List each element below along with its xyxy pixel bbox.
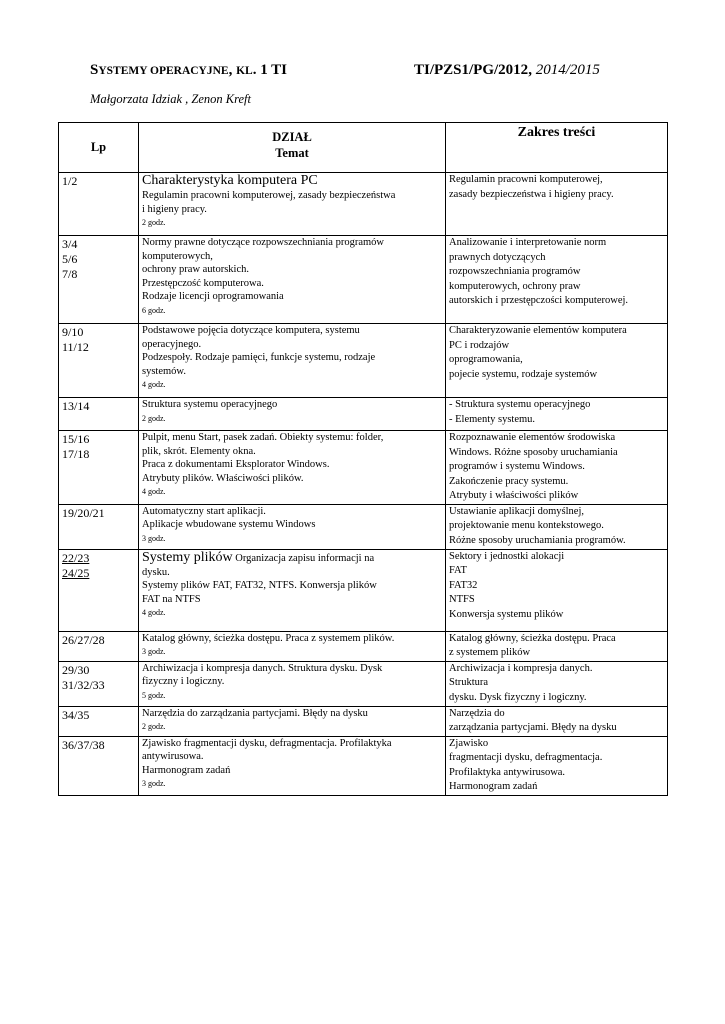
scope-line: Atrybuty i właściwości plików (449, 490, 579, 501)
topic-cell (139, 398, 446, 431)
header-dzial: DZIAŁ (272, 130, 312, 144)
topic-line: i higieny pracy. (142, 203, 207, 215)
scope-cell (446, 736, 668, 795)
scope-line: pojecie systemu, rodzaje systemów (449, 368, 598, 380)
lesson-number: 11/12 (62, 340, 89, 354)
section-title: Systemy plików (142, 549, 233, 565)
topic-line: Regulamin pracowni komputerowej, zasady bezpieczeństwa (142, 190, 396, 201)
scope-line: Windows. Różne sposoby uruchamiania (449, 446, 618, 458)
scope-cell (446, 173, 668, 236)
lesson-number: 3/4 (62, 237, 78, 251)
header-dzial-temat (139, 123, 446, 173)
topic-line: plik, skrót. Elementy okna. (142, 445, 256, 457)
course-title-comma: , (228, 62, 237, 78)
lesson-number-cell (59, 661, 139, 706)
topic-cell (139, 661, 446, 706)
lesson-number-cell (59, 236, 139, 324)
scope-line: z systemem plików (449, 647, 531, 658)
document-header (90, 62, 630, 82)
scope-line: NTFS (449, 594, 475, 605)
hours-label: 3 godz. (142, 533, 166, 543)
scope-line: rozpowszechniania programów (449, 266, 581, 277)
topic-line: Pulpit, menu Start, pasek zadań. Obiekty systemu: folder, (142, 432, 384, 443)
scope-cell (446, 431, 668, 505)
program-code-separator: , (528, 62, 536, 78)
table-row (59, 706, 668, 736)
topic-line: Organizacja zapisu informacji na (235, 552, 375, 564)
scope-line: programów i systemu Windows. (449, 461, 585, 472)
header-lp: Lp (59, 123, 139, 173)
scope-line: PC i rodzajów (449, 339, 510, 351)
scope-cell (446, 398, 668, 431)
scope-cell (446, 706, 668, 736)
topic-line: Katalog główny, ścieżka dostępu. Praca z systemem plików. (142, 632, 395, 644)
topic-line: Struktura systemu operacyjnego (142, 399, 278, 410)
course-title-class: KL (236, 65, 253, 77)
lesson-number: 24/25 (62, 565, 90, 580)
topic-cell (139, 236, 446, 324)
scope-line: Rozpoznawanie elementów środowiska (449, 432, 616, 443)
scope-line: Profilaktyka antywirusowa. (449, 766, 566, 778)
course-title-rest: YSTEMY OPERACYJNE (98, 65, 229, 77)
scope-line: FAT32 (449, 579, 478, 591)
topic-line: dysku. (142, 566, 170, 578)
scope-line: autorskich i przestępczości komputerowej. (449, 295, 629, 306)
topic-line: Narzędzia do zarządzania partycjami. Błędy na dysku (142, 707, 368, 719)
scope-line: Katalog główny, ścieżka dostępu. Praca (449, 632, 616, 644)
scope-line: Struktura (449, 677, 489, 688)
topic-line: antywirusowa. (142, 751, 204, 762)
hours-label: 4 godz. (142, 380, 166, 389)
scope-line: komputerowych, ochrony praw (449, 280, 581, 292)
topic-cell (139, 324, 446, 398)
lesson-number: 19/20/21 (62, 505, 105, 520)
table-row (59, 736, 668, 795)
scope-line: dysku. Dysk fizyczny i logiczny. (449, 691, 587, 703)
topic-line: Przestępczość komputerowa. (142, 277, 264, 289)
scope-cell (446, 236, 668, 324)
topic-cell (139, 549, 446, 631)
course-title-class-number: . 1 TI (252, 62, 288, 78)
topic-line: komputerowych, (142, 250, 213, 262)
hours-label: 3 godz. (142, 647, 166, 656)
table-row (59, 431, 668, 505)
scope-cell (446, 631, 668, 661)
lesson-number: 31/32/33 (62, 677, 105, 692)
scope-cell (446, 324, 668, 398)
topic-line: Archiwizacja i kompresja danych. Struktura dysku. Dysk (142, 662, 383, 674)
topic-line: Systemy plików FAT, FAT32, NTFS. Konwersja plików (142, 580, 377, 591)
lesson-number-cell (59, 324, 139, 398)
lesson-number-cell (59, 504, 139, 549)
topic-line: FAT na NTFS (142, 593, 201, 605)
lesson-number: 17/18 (62, 447, 90, 461)
scope-line: Analizowanie i interpretowanie norm (449, 237, 607, 248)
scope-line: Regulamin pracowni komputerowej, (449, 174, 603, 185)
lesson-number: 22/23 (62, 550, 90, 565)
lesson-number-cell (59, 706, 139, 736)
topic-line: operacyjnego. (142, 338, 202, 350)
scope-line: Różne sposoby uruchamiania programów. (449, 534, 626, 546)
topic-line: systemów. (142, 365, 186, 377)
scope-line: oprogramowania, (449, 354, 523, 365)
table-row (59, 236, 668, 324)
lesson-number: 34/35 (62, 707, 90, 722)
table-row (59, 549, 668, 631)
topic-line: Aplikacje wbudowane systemu Windows (142, 519, 316, 530)
hours-label: 2 godz. (142, 722, 166, 731)
lesson-number: 36/37/38 (62, 737, 105, 752)
scope-line: FAT (449, 565, 467, 576)
header-temat: Temat (275, 146, 309, 160)
scope-cell (446, 661, 668, 706)
school-year: 2014/2015 (535, 62, 600, 78)
lesson-number-cell (59, 736, 139, 795)
scope-line: Charakteryzowanie elementów komputera (449, 325, 627, 336)
topic-cell (139, 173, 446, 236)
table-row (59, 631, 668, 661)
curriculum-table (58, 122, 668, 796)
lesson-number-cell (59, 431, 139, 505)
scope-line: zarządzania partycjami. Błędy na dysku (449, 722, 617, 733)
course-title-initial: S (90, 62, 99, 78)
topic-line-with-title (142, 550, 442, 566)
scope-line: Zjawisko (449, 737, 489, 749)
lesson-number: 13/14 (62, 399, 90, 413)
scope-line: Narzędzia do (449, 707, 505, 719)
table-header-row (59, 123, 668, 173)
topic-line: Podzespoły. Rodzaje pamięci, funkcje systemu, rodzaje (142, 352, 376, 363)
authors: Małgorzata Idziak , Zenon Kreft (90, 92, 251, 106)
topic-line: Podstawowe pojęcia dotyczące komputera, systemu (142, 325, 360, 336)
topic-line: Rodzaje licencji oprogramowania (142, 291, 284, 302)
program-code-number: TI/PZS1/PG/2012 (414, 62, 529, 78)
topic-cell (139, 431, 446, 505)
topic-cell (139, 631, 446, 661)
hours-label: 2 godz. (142, 413, 166, 423)
scope-line: Ustawianie aplikacji domyślnej, (449, 505, 585, 517)
table-row (59, 173, 668, 236)
lesson-number-cell (59, 549, 139, 631)
topic-line: Normy prawne dotyczące rozpowszechniania programów (142, 237, 384, 248)
topic-line: Atrybuty plików. Właściwości plików. (142, 472, 304, 484)
lesson-number-cell (59, 398, 139, 431)
lesson-number-cell (59, 173, 139, 236)
scope-cell (446, 549, 668, 631)
header-zakres: Zakres treści (446, 123, 668, 173)
hours-label: 3 godz. (142, 779, 166, 788)
program-code (414, 62, 600, 79)
topic-cell (139, 736, 446, 795)
hours-label: 4 godz. (142, 487, 166, 496)
lesson-number: 9/10 (62, 325, 84, 339)
table-row (59, 324, 668, 398)
hours-label: 6 godz. (142, 305, 166, 315)
hours-label: 4 godz. (142, 608, 166, 617)
lesson-number: 15/16 (62, 432, 90, 446)
scope-line: Konwersja systemu plików (449, 608, 564, 620)
hours-label: 5 godz. (142, 690, 166, 700)
topic-line: Praca z dokumentami Eksplorator Windows. (142, 459, 330, 470)
scope-cell (446, 504, 668, 549)
table-body (59, 173, 668, 796)
table-row (59, 504, 668, 549)
scope-line: prawnych dotyczących (449, 251, 546, 263)
topic-line: Harmonogram zadań (142, 764, 231, 776)
lesson-number: 7/8 (62, 267, 78, 281)
scope-line: Archiwizacja i kompresja danych. (449, 662, 593, 674)
scope-line: zasady bezpieczeństwa i higieny pracy. (449, 188, 614, 200)
course-title (90, 62, 287, 79)
scope-line: Zakończenie pracy systemu. (449, 475, 569, 487)
table-row (59, 661, 668, 706)
hours-label: 2 godz. (142, 218, 166, 227)
scope-line: fragmentacji dysku, defragmentacja. (449, 752, 603, 763)
scope-line: projektowanie menu kontekstowego. (449, 520, 604, 531)
lesson-number: 29/30 (62, 662, 90, 677)
lesson-number: 26/27/28 (62, 632, 105, 647)
table-row (59, 398, 668, 431)
scope-line: Harmonogram zadań (449, 781, 538, 792)
scope-line: - Struktura systemu operacyjnego (449, 399, 591, 410)
section-title: Charakterystyka komputera PC (142, 173, 318, 188)
topic-line: ochrony praw autorskich. (142, 264, 250, 275)
scope-line: Sektory i jednostki alokacji (449, 550, 565, 562)
scope-line: - Elementy systemu. (449, 413, 536, 425)
lesson-number: 5/6 (62, 252, 78, 266)
topic-line: Zjawisko fragmentacji dysku, defragmentacja. Profilaktyka (142, 737, 392, 749)
lesson-number: 1/2 (62, 174, 78, 188)
topic-cell (139, 706, 446, 736)
lesson-number-cell (59, 631, 139, 661)
topic-line: Automatyczny start aplikacji. (142, 505, 266, 517)
topic-cell (139, 504, 446, 549)
topic-line: fizyczny i logiczny. (142, 676, 225, 687)
